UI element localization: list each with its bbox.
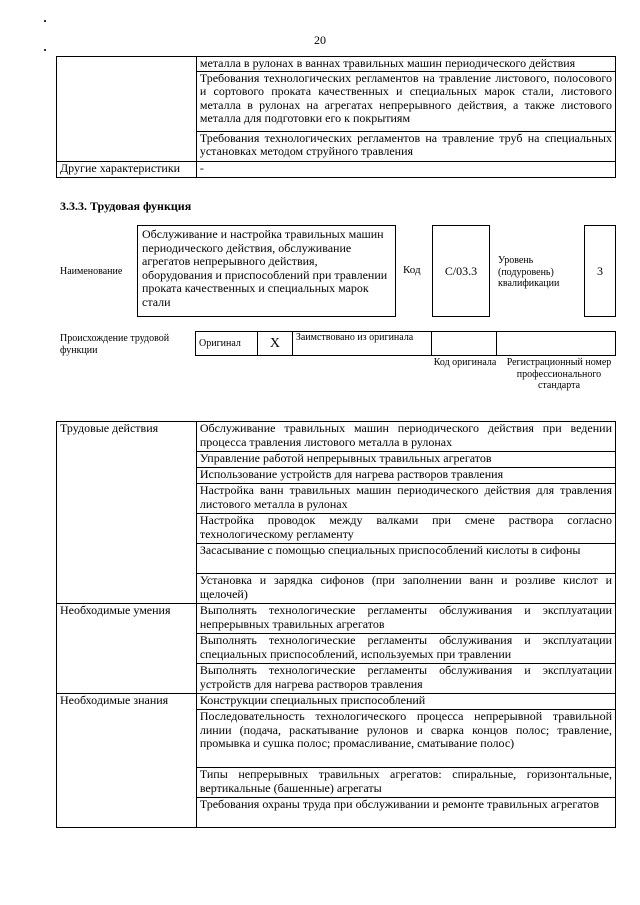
section-label-labor-actions: Трудовые действия xyxy=(57,422,197,604)
origin-label: Происхождение трудовой функции xyxy=(60,333,170,356)
list-item: Настройка проводок между валками при смене раствора согласно технологическому регламенту xyxy=(196,514,615,544)
list-item: Установка и зарядка сифонов (при заполнении ванн и розливе кислот и щелочей) xyxy=(196,574,615,604)
main-table xyxy=(56,421,616,828)
top-table xyxy=(56,56,616,178)
top-table-empty-label xyxy=(57,57,197,162)
list-item: Конструкции специальных приспособлений xyxy=(196,694,615,710)
original-label: Оригинал xyxy=(196,332,258,356)
other-characteristics-value: - xyxy=(196,161,615,177)
list-item: Настройка ванн травильных машин периодического действия для травления листового металла в рулонах xyxy=(196,484,615,514)
list-item: Требования охраны труда при обслуживании и ремонте травильных агрегатов xyxy=(196,798,615,828)
original-mark: X xyxy=(257,332,292,356)
list-item: Засасывание с помощью специальных приспособлений кислоты в сифоны xyxy=(196,544,615,574)
list-item: Выполнять технологические регламенты обслуживания и эксплуатации непрерывных травильных агрегатов xyxy=(196,604,615,634)
top-table-row: металла в рулонах в ваннах травильных машин периодического действия xyxy=(196,57,615,72)
scan-mark xyxy=(44,49,46,51)
list-item: Выполнять технологические регламенты обслуживания и эксплуатации специальных приспособлений, используемых при травлении xyxy=(196,634,615,664)
level-value: 3 xyxy=(584,225,616,317)
list-item: Использование устройств для нагрева растворов травления xyxy=(196,468,615,484)
code-value: C/03.3 xyxy=(432,225,490,317)
code-label: Код xyxy=(403,264,421,276)
section-label-required-skills: Необходимые умения xyxy=(57,604,197,694)
origin-table xyxy=(195,331,616,356)
list-item: Последовательность технологического процесса непрерывной травильной линии (подача, раскатывание рулонов и сварка концов полос; травление, промывка и сушка полос; промасливание, сматывание полос) xyxy=(196,710,615,768)
borrowed-label: Заимствовано из оригинала xyxy=(292,332,431,356)
other-characteristics-label: Другие характеристики xyxy=(57,161,197,177)
name-value: Обслуживание и настройка травильных машин периодического действия, обслуживание агрегатов непрерывного действия, оборудования и приспособлений при травлении проката качественных и специальных марок стали xyxy=(137,225,396,317)
registration-number-cell xyxy=(497,332,616,356)
section-title: 3.3.3. Трудовая функция xyxy=(60,199,192,213)
code-caption: Код оригинала xyxy=(433,357,497,368)
list-item: Обслуживание травильных машин периодического действия при ведении процесса травления листового металла в рулонах xyxy=(196,422,615,452)
list-item: Управление работой непрерывных травильных агрегатов xyxy=(196,452,615,468)
level-label: Уровень (подуровень) квалификации xyxy=(498,255,560,289)
list-item: Выполнять технологические регламенты обслуживания и эксплуатации устройств для нагрева растворов травления xyxy=(196,664,615,694)
scan-mark xyxy=(44,20,46,22)
name-label: Наименование xyxy=(60,266,123,277)
top-table-row: Требования технологических регламентов на травление труб на специальных установках методом струйного травления xyxy=(196,131,615,161)
top-table-row: Требования технологических регламентов на травление листового, полосового и сортового проката качественных и специальных марок стали, листового металла в рулонах на агрегатах непрерывного действия, а также листового металла для подготовки его к покрытиям xyxy=(196,71,615,131)
list-item: Типы непрерывных травильных агрегатов: спиральные, горизонтальные, вертикальные (башенные) агрегаты xyxy=(196,768,615,798)
original-code-cell xyxy=(431,332,497,356)
page-number: 20 xyxy=(314,33,326,47)
section-label-required-knowledge: Необходимые знания xyxy=(57,694,197,828)
registration-caption: Регистрационный номер профессионального стандарта xyxy=(506,357,612,391)
